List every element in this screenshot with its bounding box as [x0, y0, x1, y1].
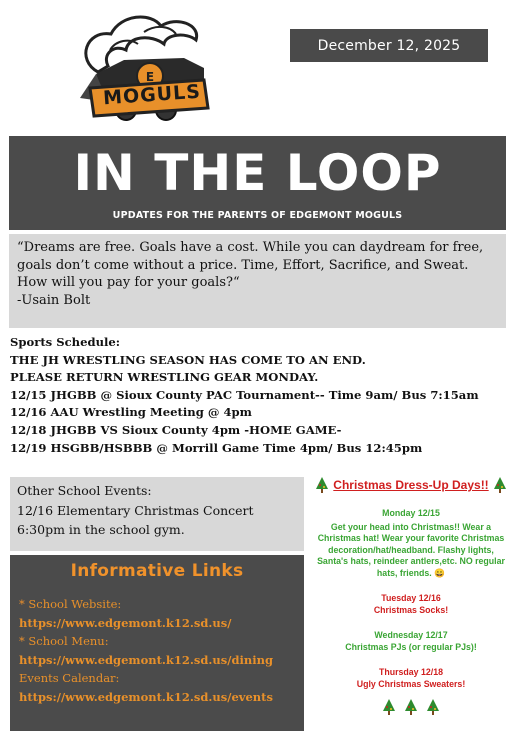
links-title: Informative Links — [70, 561, 244, 581]
tree-row — [308, 698, 514, 716]
christmas-tree-icon — [403, 698, 419, 716]
dress-up-day — [308, 508, 514, 579]
sports-schedule — [10, 334, 506, 457]
christmas-tree-icon — [425, 698, 441, 716]
christmas-tree-icon — [314, 476, 330, 494]
dress-up-day — [308, 593, 514, 616]
newsletter-date: December 12, 2025 — [317, 37, 461, 54]
asterisk-icon: * — [19, 597, 29, 611]
christmas-tree-icon — [492, 476, 508, 494]
informative-links-box — [10, 555, 304, 731]
christmas-dress-up — [308, 476, 514, 716]
svg-text:E: E — [145, 70, 155, 84]
school-website-link[interactable]: https://www.edgemont.k12.sd.us/ — [19, 615, 232, 630]
day-date: Wednesday 12/17 — [374, 630, 448, 640]
train-logo-icon — [66, 10, 226, 128]
date-box — [290, 29, 488, 62]
link-label: Events Calendar: — [19, 671, 120, 685]
sports-item: 12/15 JHGBB @ Sioux County PAC Tournament-- Time 9am/ Bus 7:15am — [10, 387, 479, 402]
sports-item: 12/19 HSGBB/HSBBB @ Morrill Game Time 4pm/ Bus 12:45pm — [10, 440, 423, 455]
link-label: * School Menu: — [19, 634, 109, 648]
sports-notice: PLEASE RETURN WRESTLING GEAR MONDAY. — [10, 370, 319, 385]
day-date: Thursday 12/18 — [378, 667, 444, 677]
christmas-tree-icon — [381, 698, 397, 716]
quote-box — [9, 234, 506, 328]
sports-item: 12/18 JHGBB VS Sioux County 4pm -HOME GAME- — [10, 422, 342, 437]
christmas-title: Christmas Dress-Up Days!! — [333, 478, 489, 492]
quote-author: -Usain Bolt — [17, 292, 91, 308]
events-line: 6:30pm in the school gym. — [17, 522, 185, 537]
sports-heading: Sports Schedule: — [10, 335, 121, 349]
newsletter-title: IN THE LOOP — [73, 144, 442, 202]
dress-up-day — [308, 667, 514, 690]
quote-text: “Dreams are free. Goals have a cost. While you can daydream for free, goals don’t come without a price. Time, Effort, Sacrifice, and Sweat. How will you pay for your goals?“ — [17, 240, 484, 290]
newsletter-subtitle: UPDATES FOR THE PARENTS OF EDGEMONT MOGULS — [112, 210, 403, 221]
day-date: Tuesday 12/16 — [381, 593, 441, 603]
day-text: Get your head into Christmas!! Wear a Christmas hat! Wear your favorite Christmas decoration/hat/headband. Flashy lights, Santa's hats, reindeer antlers,etc. NO regular hats, friends. 😀 — [317, 521, 505, 578]
events-heading: Other School Events: — [17, 483, 152, 498]
other-events-box — [10, 477, 304, 551]
day-text: Christmas Socks! — [373, 604, 449, 615]
day-text: Ugly Christmas Sweaters! — [356, 678, 466, 689]
dress-up-day — [308, 630, 514, 653]
moguls-logo — [66, 10, 226, 128]
asterisk-icon: * — [19, 634, 29, 648]
sports-item: 12/16 AAU Wrestling Meeting @ 4pm — [10, 405, 252, 420]
events-calendar-link[interactable]: https://www.edgemont.k12.sd.us/events — [19, 689, 273, 704]
title-banner — [9, 136, 506, 230]
link-label: * School Website: — [19, 597, 122, 611]
school-menu-link[interactable]: https://www.edgemont.k12.sd.us/dining — [19, 652, 273, 667]
sports-notice: THE JH WRESTLING SEASON HAS COME TO AN END. — [10, 352, 366, 367]
logo-text: MOGULS — [102, 80, 202, 110]
events-line: 12/16 Elementary Christmas Concert — [17, 502, 254, 518]
day-date: Monday 12/15 — [382, 508, 440, 518]
day-text: Christmas PJs (or regular PJs)! — [345, 641, 477, 652]
